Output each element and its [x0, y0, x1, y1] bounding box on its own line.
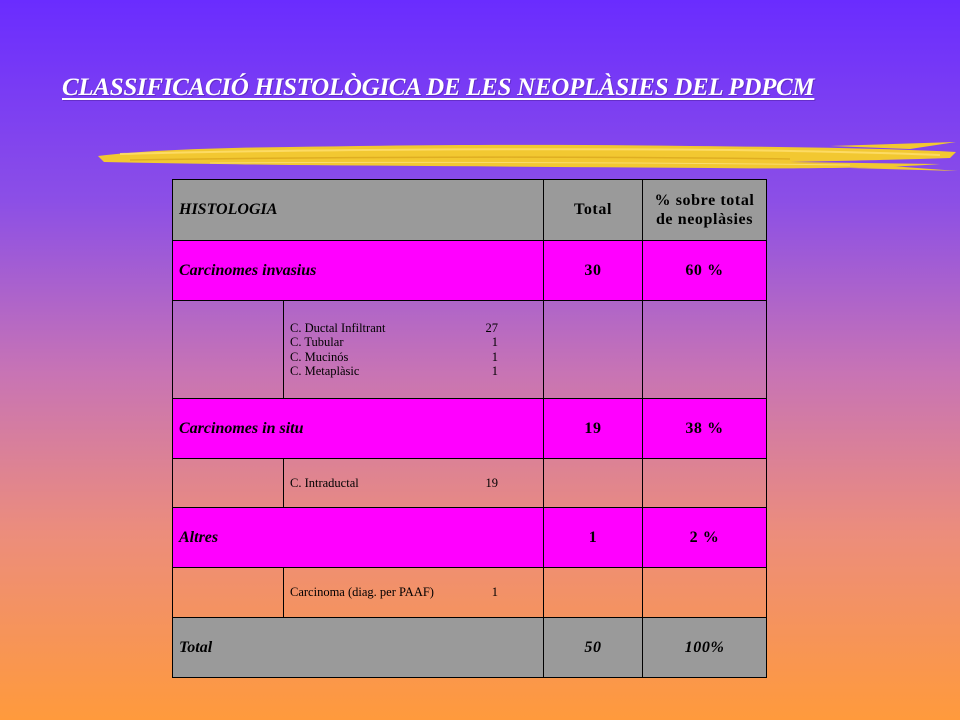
- table-header-row: [173, 180, 767, 241]
- detail-name: C. Mucinós: [290, 349, 349, 364]
- empty-percent-cell: [643, 568, 767, 618]
- detail-list: [284, 459, 544, 508]
- empty-total-cell: [544, 301, 643, 399]
- detail-item: [290, 364, 498, 379]
- detail-item: [290, 585, 498, 600]
- indent-cell: [173, 459, 284, 508]
- group-percent: 38 %: [643, 399, 767, 459]
- detail-name: C. Metaplàsic: [290, 364, 360, 378]
- detail-item: [290, 476, 498, 491]
- detail-count: 19: [485, 475, 498, 490]
- total-percent: 100%: [643, 618, 767, 678]
- group-total: 30: [544, 241, 643, 301]
- slide-title: CLASSIFICACIÓ HISTOLÒGICA DE LES NEOPLÀSIES DEL PDPCM: [62, 74, 815, 101]
- empty-total-cell: [544, 568, 643, 618]
- detail-name: Carcinoma (diag. per PAAF): [290, 585, 434, 600]
- detail-count: 27: [485, 320, 498, 335]
- group-row-altres: [173, 508, 767, 568]
- table-total-row: [173, 618, 767, 678]
- detail-name: C. Ductal Infiltrant: [290, 320, 386, 335]
- total-count: 50: [544, 618, 643, 678]
- detail-item: [290, 350, 498, 365]
- group-row-in-situ: [173, 399, 767, 459]
- empty-total-cell: [544, 459, 643, 508]
- detail-item: [290, 335, 498, 350]
- detail-name: C. Intraductal: [290, 475, 359, 490]
- header-percent: [643, 180, 767, 241]
- detail-item: [290, 321, 498, 336]
- group-percent: 60 %: [643, 241, 767, 301]
- group-percent: 2 %: [643, 508, 767, 568]
- header-percent-line1: % sobre total: [654, 192, 755, 209]
- group-label: Altres: [173, 508, 544, 568]
- detail-count: 1: [491, 585, 498, 600]
- indent-cell: [173, 301, 284, 399]
- header-percent-line2: de neoplàsies: [655, 211, 754, 228]
- detail-count: 1: [491, 335, 498, 349]
- empty-percent-cell: [643, 459, 767, 508]
- detail-count: 1: [491, 349, 498, 364]
- detail-name: C. Tubular: [290, 335, 344, 349]
- detail-row-in-situ: [173, 459, 767, 508]
- empty-percent-cell: [643, 301, 767, 399]
- header-total: Total: [544, 180, 643, 241]
- detail-list: [284, 568, 544, 618]
- group-row-invasius: [173, 241, 767, 301]
- detail-row-altres: [173, 568, 767, 618]
- indent-cell: [173, 568, 284, 618]
- group-total: 1: [544, 508, 643, 568]
- detail-list: [284, 301, 544, 399]
- header-histologia: HISTOLOGIA: [173, 180, 544, 241]
- brush-stroke-divider: [90, 138, 960, 178]
- detail-count: 1: [491, 364, 498, 378]
- histology-table: [172, 179, 767, 678]
- group-label: Carcinomes in situ: [173, 399, 544, 459]
- detail-row-invasius: [173, 301, 767, 399]
- group-total: 19: [544, 399, 643, 459]
- group-label: Carcinomes invasius: [173, 241, 544, 301]
- total-label: Total: [173, 618, 544, 678]
